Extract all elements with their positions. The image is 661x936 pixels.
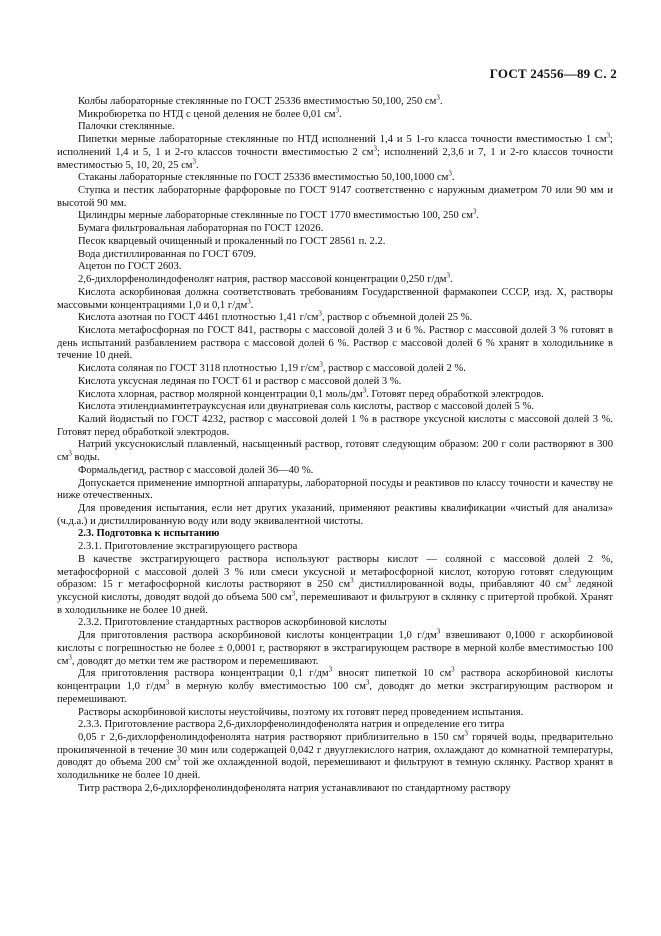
paragraph: Для приготовления раствора концентрации 0,1 $г/дм^3$ вносят пипеткой 10 $см^3$ раствора аскорбиновой кислоты концентрации 1,0 $г/дм^3$ в мерную колбу вместимостью 100 $см^3$, доводят до метки экстрагирующим раствором и перемешивают.	[57, 665, 613, 705]
paragraph: Кислота этилендиаминтетрауксусная или двунатриевая соль кислоты, раствор с массовой долей 5 %.	[78, 401, 535, 413]
paragraph: Кислота соляная по ГОСТ 3118 плотностью 1,19 $г/см^3$, раствор с массовой долей 2 %.	[78, 360, 466, 375]
paragraph: Пипетки мерные лабораторные стеклянные по НТД исполнений 1,4 и 5 1-го класса точности вместимостью 1 $см^3$; исполнений 1,4 и 5, 1 и 2-го классов точности вместимостью 2 $см^3$; исполнений 2,3,6 и 7, 1 и 2-го классов точности вместимостью 5, 10, 20, 25 $см^3$.	[57, 131, 614, 171]
paragraph: Растворы аскорбиновой кислоты неустойчивы, поэтому их готовят перед проведением испытания.	[78, 706, 524, 718]
paragraph: Кислота уксусная ледяная по ГОСТ 61 и раствор с массовой долей 3 %.	[78, 375, 402, 387]
paragraph: Допускается применение импортной аппаратуры, лабораторной посуды и реактивов по классу точности и качеству не ниже отечественных.	[57, 477, 613, 502]
paragraph: Кислота метафосфорная по ГОСТ 841, растворы с массовой долей 3 и 6 %. Раствор с массовой долей 3 % готовят в день испытаний разбавлением раствора с массовой долей 6 %. Раствор с массовой долей 6 % хранят в холодильнике в течение 10 дней.	[57, 324, 613, 362]
page-header: ГОСТ 24556—89 С. 2	[489, 66, 617, 81]
paragraph: В качестве экстрагирующего раствора используют растворы кислот — соляной с массовой долей 2 %, метафосфорной с массовой долей 3 % или смеси уксусной и метафосфорной кислот, которую готовят следующим образом: 15 г метафосфорной кислоты растворяют в 250 $см^3$ дистиллированной воды, прибавляют 40 $см^3$ ледяной уксусной кислоты, доводят водой до объема 500 $см^3$, перемешивают и фильтруют в склянку с притертой пробкой. Хранят в холодильнике не более 10 дней.	[57, 553, 613, 616]
section-heading: 2.3. Подготовка к испытанию	[78, 528, 220, 540]
paragraph: Для проведения испытания, если нет других указаний, применяют реактивы квалификации «чистый для анализа» (ч.д.а.) и дистиллированную воду или воду эквивалентной чистоты.	[57, 503, 613, 527]
paragraph: 2.3.2. Приготовление стандартных растворов аскорбиновой кислоты	[78, 617, 387, 629]
paragraph: Колбы лабораторные стеклянные по ГОСТ 25336 вместимостью 50,100, 250 $см^3$.	[78, 93, 443, 107]
paragraph: Калий йодистый по ГОСТ 4232, раствор с массовой долей 1 % в растворе уксусной кислоты с массовой долей 3 %. Готовят перед обработкой электродов.	[57, 413, 613, 438]
paragraph: Кислота азотная по ГОСТ 4461 плотностью 1,41 $г/см^3$, раствор с объемной долей 25 %.	[78, 309, 473, 324]
paragraph: Формальдегид, раствор с массовой долей 36—40 %.	[78, 464, 314, 476]
paragraph: Бумага фильтровальная лабораторная по ГОСТ 12026.	[78, 223, 324, 235]
paragraph: Ступка и пестик лабораторные фарфоровые по ГОСТ 9147 соответственно с наружным диаметром 70 или 90 мм и высотой 90 мм.	[57, 185, 613, 209]
paragraph: Для приготовления раствора аскорбиновой кислоты концентрации 1,0 $г/дм^3$ взвешивают 0,1000 г аскорбиновой кислоты с погрешностью не более ± 0,0001 г, растворяют в экстрагирующем растворе в мерной колбе вместимостью 100 $см^3$, доводят до метки тем же раствором и перемешивают.	[57, 627, 613, 667]
paragraph: Кислота хлорная, раствор молярной концентрации 0,1 моль/$дм^3$. Готовят перед обработкой электродов.	[78, 386, 544, 400]
paragraph: Кислота аскорбиновая должна соответствовать требованиям Государственной фармакопеи СССР, изд. X, растворы массовыми концентрациями 1,0 и 0,1 $г/дм^3$.	[57, 286, 613, 311]
paragraph: Натрий уксуснокислый плавленый, насыщенный раствор, готовят следующим образом: 200 г соли растворяют в 300 $см^3$ воды.	[57, 439, 613, 464]
paragraph: 2,6-дихлорфенолиндофенолят натрия, раствор массовой концентрации 0,250 $г/дм^3$.	[78, 271, 453, 286]
paragraph: Микробюретка по НТД с ценой деления не более 0,01 $см^3$.	[78, 106, 342, 120]
paragraph: Стаканы лабораторные стеклянные по ГОСТ 25336 вместимостью 50,100,1000 $см^3$.	[78, 169, 455, 184]
paragraph: 0,05 г 2,6-дихлорфенолиндофенолята натрия растворяют приблизительно в 150 $см^3$ горячей воды, предварительно прокипяченной в течение 30 мин или содержащей 0,042 г двууглекислого натрия, охлаждают до комнатной температуры, доводят до объема 200 $см^3$ той же охлажденной водой, перемешивают и фильтруют в темную склянку. Раствор хранят в холодильнике не более 10 дней.	[57, 729, 613, 782]
paragraph: Титр раствора 2,6-дихлорфенолиндофенолята натрия устанавливают по стандартному раствору	[78, 782, 511, 794]
paragraph: Цилиндры мерные лабораторные стеклянные по ГОСТ 1770 вместимостью 100, 250 $см^3$.	[78, 207, 480, 222]
paragraph: Ацетон по ГОСТ 2603.	[78, 261, 182, 273]
paragraph: Палочки стеклянные.	[78, 121, 175, 133]
paragraph: Песок кварцевый очищенный и прокаленный по ГОСТ 28561 п. 2.2.	[78, 235, 386, 247]
document-body	[57, 93, 614, 796]
paragraph: 2.3.3. Приготовление раствора 2,6-дихлорфенолиндофенолята натрия и определение его титра	[78, 719, 505, 731]
paragraph: Вода дистиллированная по ГОСТ 6709.	[78, 248, 257, 260]
paragraph: 2.3.1. Приготовление экстрагирующего раствора	[78, 541, 298, 553]
